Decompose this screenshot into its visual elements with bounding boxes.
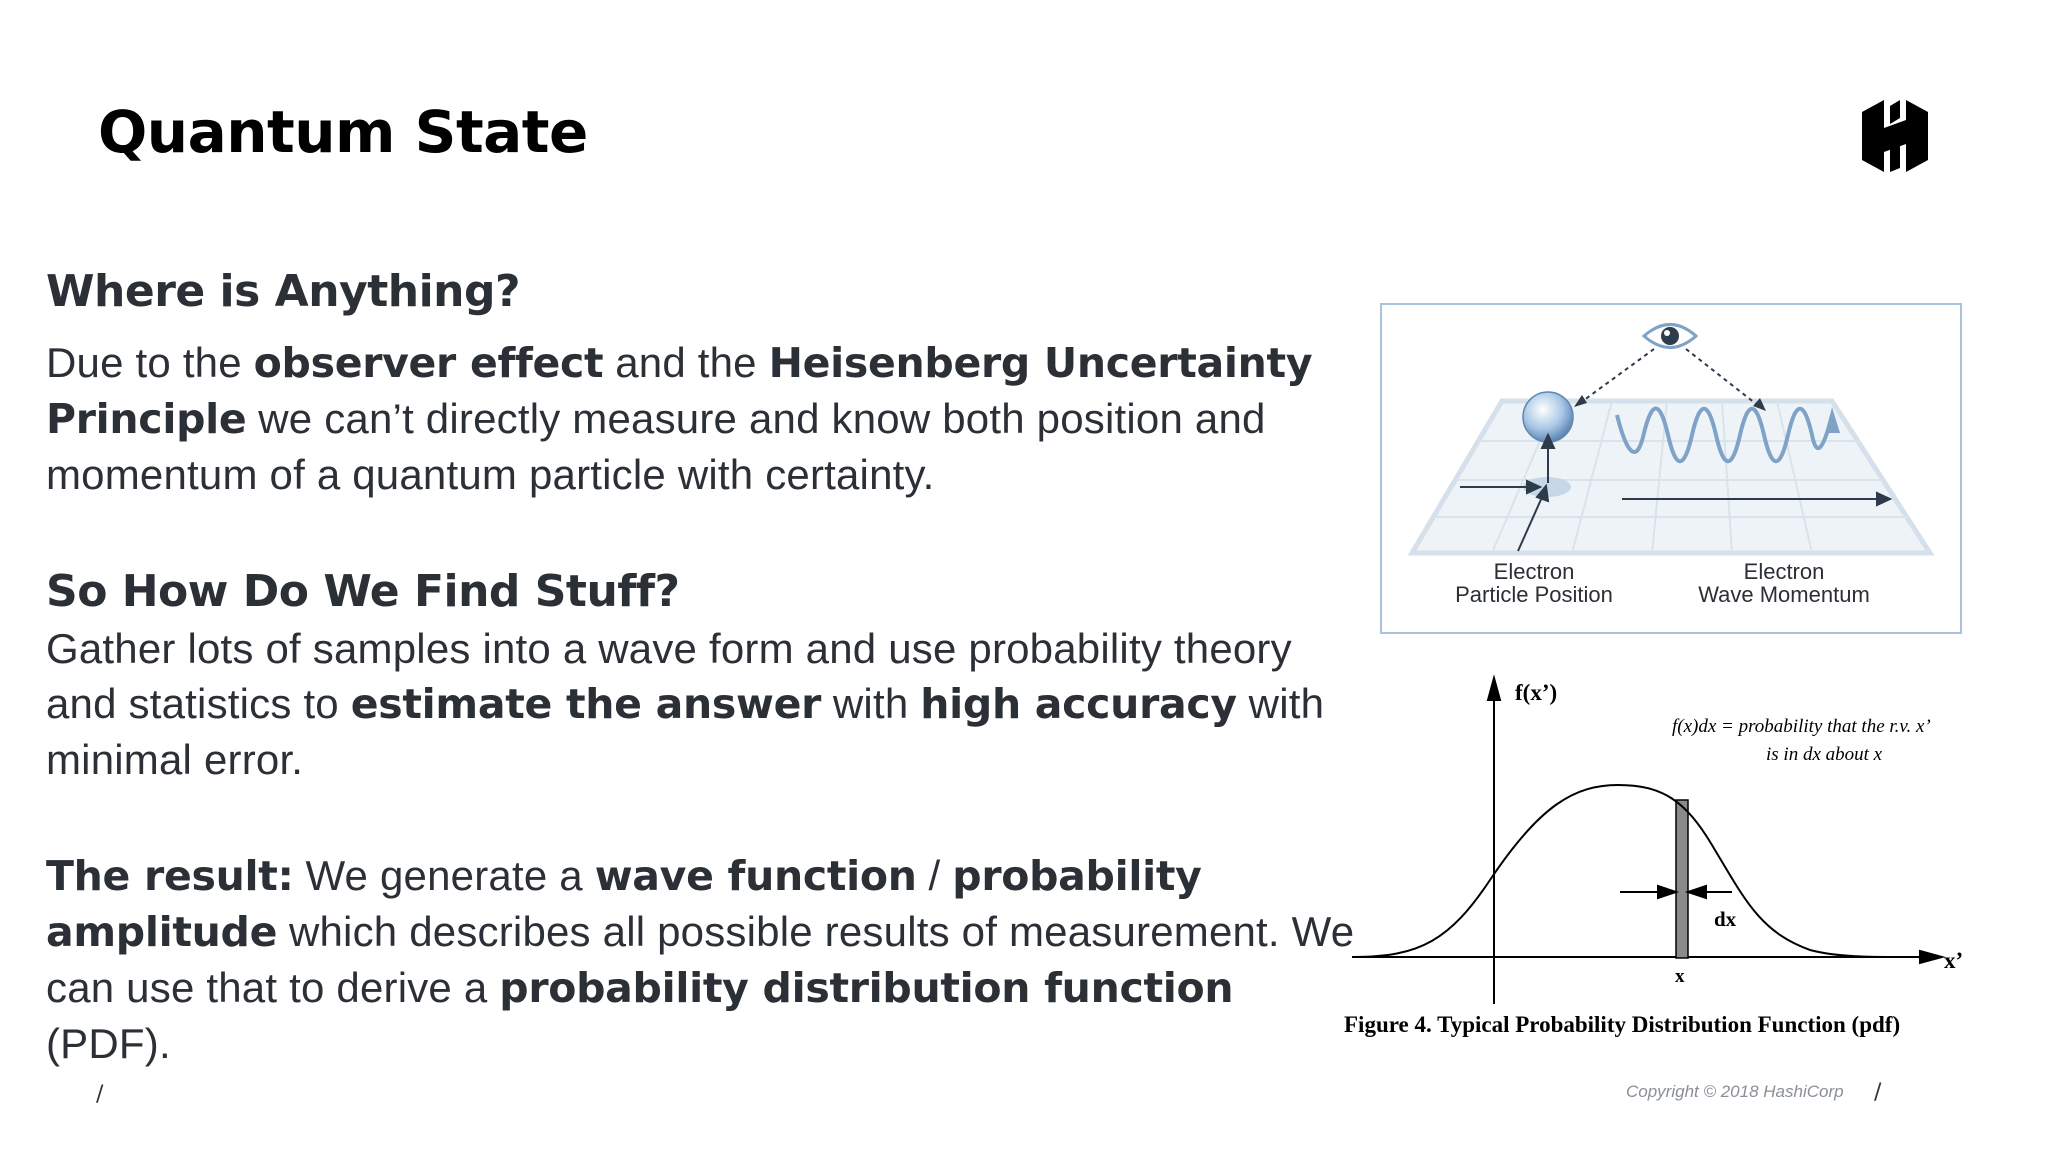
eye-icon (1644, 325, 1696, 348)
pdf-figure (1340, 670, 2020, 1050)
figure-label: Wave Momentum (1698, 582, 1870, 607)
section-body: Gather lots of samples into a wave form and use probability theory and statistics to estimate the answer with high accuracy with minimal error. (46, 625, 1325, 783)
dx-label: dx (1714, 907, 1737, 931)
pdf-note: is in dx about x (1766, 744, 1883, 765)
figure-label: Particle Position (1455, 582, 1613, 607)
section-find-stuff (46, 566, 1346, 787)
electron-illustration (1382, 305, 1960, 632)
y-axis-label: f(x’) (1515, 680, 1558, 705)
figure-caption: Figure 4. Typical Probability Distribution Function (pdf) (1344, 1012, 1901, 1037)
footer-slash: / (96, 1082, 104, 1107)
pdf-note: f(x)dx = probability that the r.v. x’ (1672, 716, 1931, 737)
slide-title: Quantum State (98, 98, 588, 166)
x-axis-label: x’ (1944, 948, 1964, 973)
copyright-text: Copyright © 2018 HashiCorp (1626, 1082, 1844, 1101)
footer-slash: / (1874, 1080, 1882, 1105)
section-heading: So How Do We Find Stuff? (46, 566, 680, 617)
dx-strip (1676, 800, 1688, 958)
pdf-diagram (1340, 670, 2020, 1050)
figure-label: Electron (1493, 559, 1575, 584)
section-heading: Where is Anything? (46, 266, 520, 317)
electron-figure (1380, 303, 1962, 634)
hashicorp-logo-icon (1860, 98, 1930, 174)
section-where-is-anything (46, 266, 1346, 502)
section-body: The result: We generate a wave function / probability amplitude which describes all possible results of measurement. We can use that to derive a probability distribution function (PDF). (46, 852, 1355, 1067)
section-body: Due to the observer effect and the Heisenberg Uncertainty Principle we can’t directly measure and know both position and momentum of a quantum particle with certainty. (46, 339, 1313, 498)
x-marker: x (1675, 966, 1685, 987)
section-result (46, 848, 1355, 1071)
pdf-curve (1354, 785, 1920, 957)
grid-plane (1412, 401, 1930, 553)
figure-label: Electron (1743, 559, 1825, 584)
